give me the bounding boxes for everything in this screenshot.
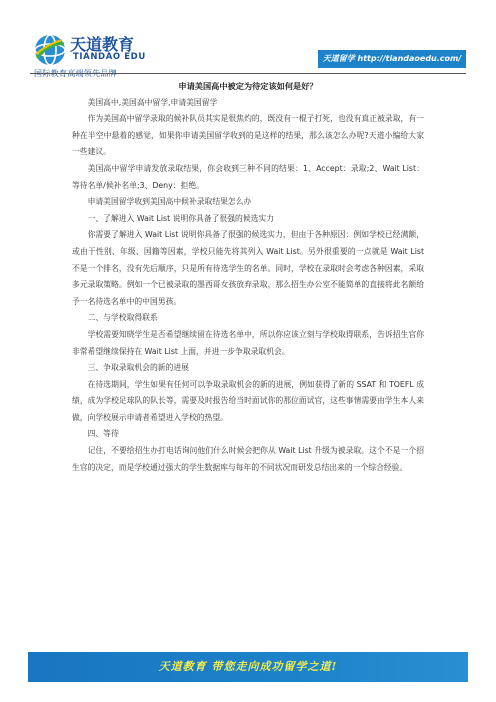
logo-chinese-name: 天道教育	[70, 35, 135, 54]
results-paragraph: 美国高中留学申请发放录取结果，你会收到三种不同的结果：1、Accept：录取;2、Wait List：等待名单/候补名单;3、Deny：拒绝。	[72, 163, 424, 190]
article-body	[72, 78, 424, 476]
point-one-heading: 一、了解进入 Wait List 说明你具备了很强的候选实力	[87, 213, 275, 223]
keywords-line: 美国高中,美国高中留学,申请美国留学	[87, 97, 218, 107]
globe-logo-icon	[34, 34, 66, 66]
intro-paragraph: 作为美国高中留学录取的候补队员其实是很焦灼的，既没有一棍子打死，也没有真正被录取，有一种在半空中悬着的感觉，如果你申请美国留学收到的是这样的结果，那么该怎么办呢?天道小编给大家一些建议。	[72, 114, 424, 157]
point-three-paragraph: 在待选期间，学生如果有任何可以争取录取机会的新的进展，例如获得了新的 SSAT 和 TOEFL 成绩，成为学校足球队的队长等，需要及时报告给当时面试你的那位面试官，这些事情需要由学生本人来做，向学校展示申请者希望进入学校的热望。	[72, 379, 424, 422]
footer-slogan: 天道教育 带您走向成功留学之道!	[158, 660, 338, 673]
point-four-paragraph: 记住，不要给招生办打电话询问他们什么时候会把你从 Wait List 升级为被录取。这个不是一个招生官的决定，而是学校通过强大的学生数据库与每年的不同状况而研发总结出来的一个综合经验。	[72, 446, 424, 472]
header-divider	[30, 73, 466, 74]
point-one-paragraph: 你需要了解进入 Wait List 说明你具备了很强的候选实力，但由于各种原因：例如学校已经满额，或由于性别、年级、国籍等因素，学校只能先将其列入 Wait List。另外很重要的一点就是 Wait List 不是一个排名，没有先后顺序，只是所有待选学生的名单。同时，学校在录取时会考虑各种因素，采取多元录取策略。例如一个已被录取的墨西哥女孩放弃录取，那么招生办公室不能简单的直接将此名额给予一名待选名单中的中国男孩。	[72, 230, 424, 306]
point-two-paragraph: 学校需要知晓学生是否希望继续留在待选名单中，所以你应该立刻与学校取得联系，告诉招生官你非常希望继续保持在 Wait List 上面，并进一步争取录取机会。	[72, 329, 424, 356]
point-two-heading: 二、与学校取得联系	[87, 313, 158, 323]
point-four-heading: 四、等待	[87, 429, 119, 439]
section-heading: 申请美国留学收到美国高中候补录取结果怎么办	[87, 197, 252, 207]
article-title: 申请美国高中被定为待定该如何是好？	[178, 81, 318, 91]
header-website-banner[interactable]: 天道留学 http://tiandaoedu.com/	[318, 50, 466, 68]
logo-english-name: TIANDAO EDU	[73, 52, 146, 62]
footer-banner	[28, 652, 468, 682]
point-three-heading: 三、争取录取机会的新的进展	[87, 363, 189, 373]
